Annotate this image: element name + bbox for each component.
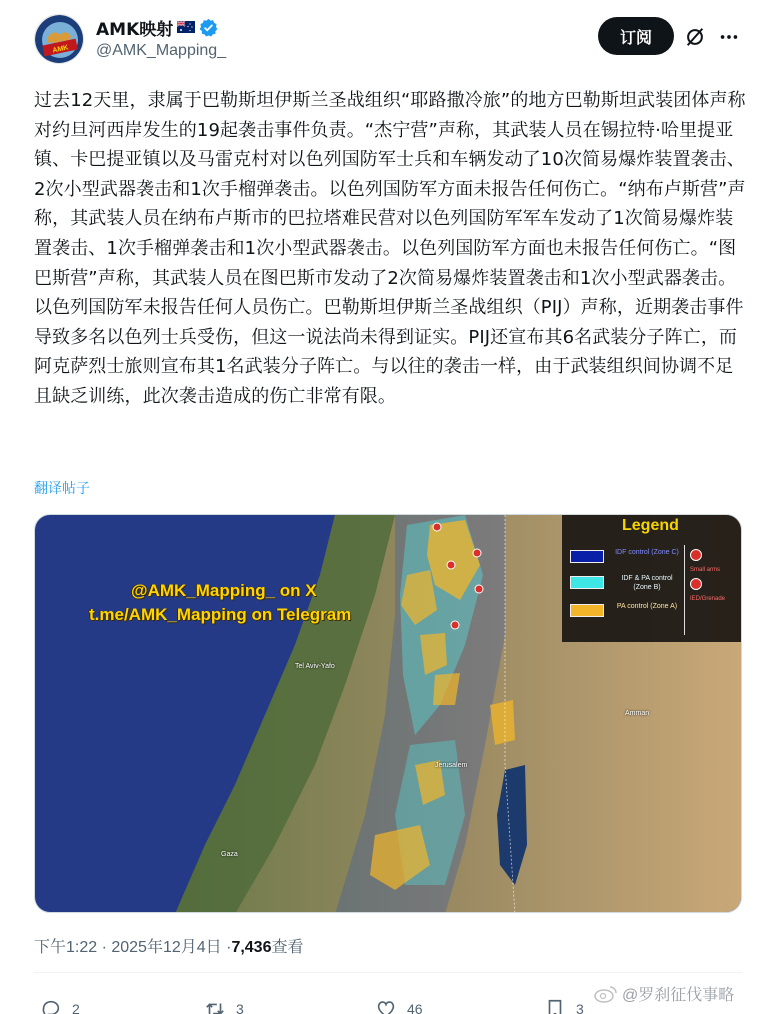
views-count: 7,436	[231, 939, 272, 956]
map-watermark-x: @AMK_Mapping_ on X	[131, 581, 317, 600]
australia-flag-icon	[177, 21, 195, 33]
city-label-gaza: Gaza	[221, 851, 238, 858]
author-block	[96, 16, 226, 60]
legend-swatch-zone-a	[570, 604, 604, 617]
legend-title: Legend	[622, 517, 679, 534]
repost-icon	[204, 998, 226, 1014]
small-arms-marker-icon	[690, 549, 702, 561]
weibo-watermark	[594, 982, 734, 1005]
display-name[interactable]: AMK映射	[96, 19, 174, 40]
legend-swatch-zone-c	[570, 550, 604, 563]
avatar[interactable]	[34, 14, 84, 64]
post-map-image[interactable]	[34, 514, 742, 913]
like-button[interactable]	[375, 998, 423, 1014]
legend-separator	[684, 545, 685, 635]
like-count: 46	[407, 1001, 423, 1014]
weibo-logo-icon	[594, 985, 618, 1003]
ied-grenade-marker-icon	[690, 578, 702, 590]
bookmark-button[interactable]	[544, 998, 584, 1014]
post-meta	[34, 934, 304, 957]
repost-count: 3	[236, 1001, 244, 1014]
city-label-amman: Amman	[625, 710, 650, 717]
grok-icon[interactable]	[684, 26, 706, 48]
svg-text:AMK: AMK	[51, 44, 70, 55]
map-legend	[562, 515, 742, 642]
bookmark-count: 3	[576, 1001, 584, 1014]
post-text: 过去12天里，隶属于巴勒斯坦伊斯兰圣战组织“耶路撒冷旅”的地方巴勒斯坦武装团体声称对约旦河西岸发生的19起袭击事件负责。“杰宁营”声称，其武装人员在锡拉特·哈里提亚镇、卡巴提亚镇以及马雷克村对以色列国防军士兵和车辆发动了10次简易爆炸装置袭击、2次小型武器袭击和1次手榴弹袭击。以色列国防军方面未报告任何伤亡。“纳布卢斯营”声称，其武装人员在纳布卢斯市的巴拉塔难民营对以色列国防军军车发动了1次简易爆炸装置袭击、1次手榴弹袭击和1次小型武器袭击。以色列国防军方面也未报告任何伤亡。“图巴斯营”声称，其武装人员在图巴斯市发动了2次简易爆炸装置袭击和1次小型武器袭击。以色列国防军未报告任何人员伤亡。巴勒斯坦伊斯兰圣战组织（PIJ）声称，近期袭击事件导致多名以色列士兵受伤，但这一说法尚未得到证实。PIJ还宣布其6名武装分子阵亡，而阿克萨烈士旅则宣布其1名武装分子阵亡。与以往的袭击一样，由于武装组织间协调不足且缺乏训练，此次袭击造成的伤亡非常有限。	[34, 90, 746, 407]
legend-label-ied-grenade: IED/Grenade	[690, 596, 726, 602]
divider	[34, 972, 742, 973]
reply-icon	[40, 998, 62, 1014]
handle[interactable]: @AMK_Mapping_	[96, 42, 227, 59]
translate-post-link[interactable]: 翻译帖子	[34, 481, 90, 497]
reply-count: 2	[72, 1001, 80, 1014]
legend-swatch-zone-b	[570, 576, 604, 589]
more-options-icon[interactable]	[718, 26, 740, 48]
legend-label-zone-a: PA control (Zone A)	[616, 603, 678, 610]
reply-button[interactable]	[40, 998, 80, 1014]
city-label-tel-aviv: Tel Aviv-Yafo	[295, 663, 335, 670]
city-label-jerusalem: Jerusalem	[435, 762, 468, 769]
repost-button[interactable]	[204, 998, 244, 1014]
legend-label-zone-b: IDF & PA control (Zone B)	[621, 575, 673, 591]
like-heart-icon	[375, 998, 397, 1014]
weibo-watermark-text: @罗刹征伐事略	[622, 987, 735, 1004]
map-watermark-telegram: t.me/AMK_Mapping on Telegram	[89, 605, 352, 624]
timestamp[interactable]: 下午1:22 · 2025年12月4日 ·	[34, 939, 232, 956]
views-label: 查看	[271, 939, 304, 956]
subscribe-button[interactable]: 订阅	[598, 17, 674, 55]
bookmark-icon	[544, 998, 566, 1014]
legend-label-zone-c: IDF control (Zone C)	[615, 549, 679, 556]
legend-label-small-arms: Small arms	[690, 567, 721, 573]
verified-badge-icon	[199, 18, 218, 37]
avatar-logo-icon	[35, 15, 84, 64]
